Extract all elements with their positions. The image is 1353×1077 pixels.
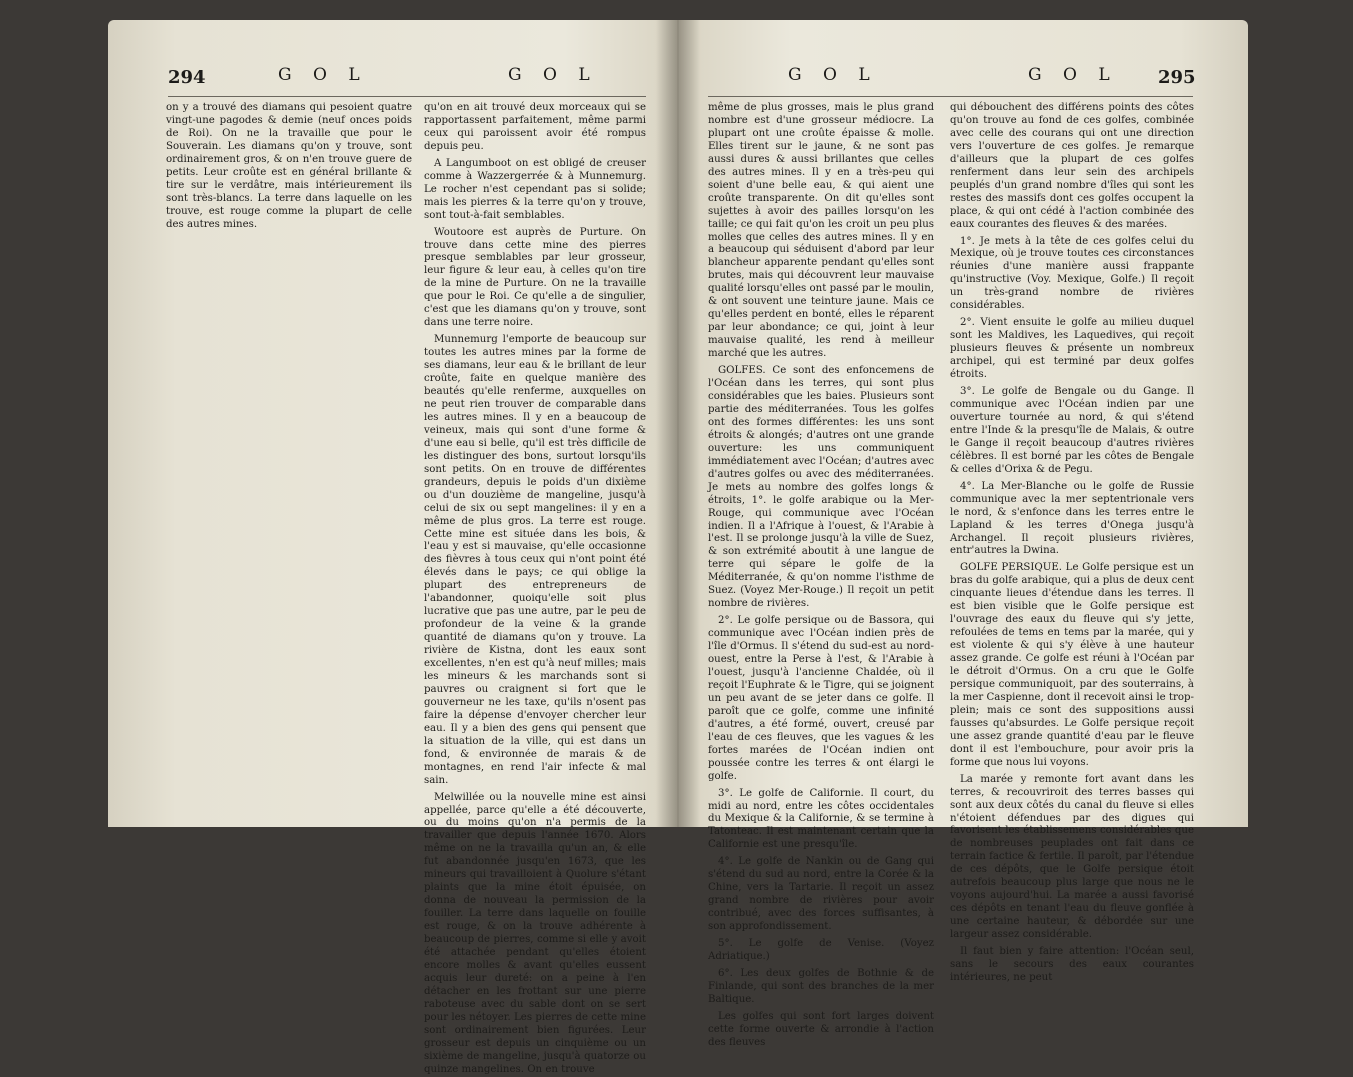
left-page-column-2 <box>424 102 646 1075</box>
paragraph: 5°. Le golfe de Venise. (Voyez Adriatique.) <box>708 938 934 962</box>
paragraph: Les golfes qui sont fort larges doivent cette forme ouverte & arrondie à l'action des fleuves <box>708 1010 934 1048</box>
paragraph: qu'on en ait trouvé deux morceaux qui se rapportassent parfaitement, même parmi ceux qui paroissent avoir été rompus depuis peu. <box>424 102 646 152</box>
paragraph: 2°. Le golfe persique ou de Bassora, qui communique avec l'Océan indien près de l'île d'Ormus. Il s'étend du sud-est au nord-ouest, entre la Perse à l'est, & l'Arabie à l'ouest, jusqu'à l'ancienne Chaldée, où il reçoit l'Euphrate & le Tigre, qui se joignent un peu avant de se jeter dans ce golfe. Il paroît que ce golfe, comme une infinité d'autres, a été formé, ouvert, creusé par l'eau de ces fleuves, que les vagues & les fortes marées de l'Océan indien ont poussée contre les terres & ont élargi le golfe. <box>708 615 934 782</box>
paragraph: même de plus grosses, mais le plus grand nombre est d'une grosseur médiocre. La plupart ont une croûte épaisse & molle. Elles tirent sur le jaune, & ne sont pas aussi dures & aussi brillantes que celles des autres mines. Il y en a très-peu qui soient d'une belle eau, & qui aient une croûte transparente. On dit qu'elles sont sujettes à avoir des pailles lorsqu'on les taille; ce qui fait qu'on les croit un peu plus molles que celles des autres mines. Il y en a beaucoup qui séduisent d'abord par leur blancheur apparente pendant qu'elles sont brutes, mais qui découvrent leur mauvaise qualité lorsqu'elles ont passé par le moulin, & ont souvent une teinture jaune. Mais ce qu'elles perdent en bonté, elles le réparent par leur abondance; ce qui, joint à leur mauvaise qualité, les rend à meilleur marché que les autres. <box>708 102 934 360</box>
running-head-left-1: G O L <box>278 65 368 85</box>
paragraph: 6°. Les deux golfes de Bothnie & de Finlande, qui sont des branches de la mer Baltique. <box>708 967 934 1005</box>
paragraph: La marée y remonte fort avant dans les terres, & recouvriroit des terres basses qui sont aux deux côtés du canal du fleuve si elles n'étoient défendues par des digues qui favorisent les établissemens considérables que de nombreuses peuplades ont fait dans ce terrain factice & fertile. Il paroît, par l'étendue de ces dépôts, que le Golfe persique étoit autrefois beaucoup plus large que nous ne le voyons aujourd'hui. La marée a aussi favorisé ces dépôts en tenant l'eau du fleuve gonflée à une certaine hauteur, & débordée sur une largeur assez considérable. <box>950 773 1194 941</box>
page-number-left: 294 <box>168 67 206 88</box>
page-number-right: 295 <box>1158 67 1196 88</box>
paragraph: 1°. Je mets à la tête de ces golfes celui du Mexique, où je trouve toutes ces circonstances réunies d'une manière aussi frappante qu'instructive (Voy. Mexique, Golfe.) Il reçoit un très-grand nombre de rivières considérables. <box>950 235 1194 312</box>
paragraph: 3°. Le golfe de Bengale ou du Gange. Il communique avec l'Océan indien par une ouverture tournée au nord, & qui s'étend entre l'Inde & la presqu'île de Malais, & outre le Gange il reçoit beaucoup d'autres rivières célèbres. Il est borné par les côtes de Bengale & celles d'Orixa & de Pegu. <box>950 386 1194 475</box>
paragraph: 2°. Vient ensuite le golfe au milieu duquel sont les Maldives, les Laquedives, qui reçoit plusieurs fleuves & présente un nombreux archipel, qui est terminé par deux golfes étroits. <box>950 317 1194 381</box>
running-head-left-2: G O L <box>508 65 598 85</box>
paragraph: Melwillée ou la nouvelle mine est ainsi appellée, parce qu'elle a été découverte, ou du moins qu'on n'a permis de la travailler que depuis l'année 1670. Alors même on ne la travailla qu'un an, & elle fut abandonnée jusqu'en 1673, que les mineurs qui travailloient à Quolure s'étant plaints que la mine étoit épuisée, on donna de nouveau la permission de la fouiller. La terre dans laquelle on fouille est rouge, & on la trouve adhérente à beaucoup de pierres, comme si elle y avoit été attachée pendant qu'elles étoient encore molles & avant qu'elles eussent acquis leur dureté: on a peine à l'en détacher en les frottant sur une pierre raboteuse avec du sable dont on se sert pour les nétoyer. Les pierres de cette mine sont ordinairement bien figurées. Leur grosseur est depuis un cinquième ou un sixième de mangeline, jusqu'à quatorze ou quinze mangelines. On en trouve <box>424 791 646 1075</box>
paragraph: 4°. La Mer-Blanche ou le golfe de Russie communique avec la mer septentrionale vers le nord, & s'enfonce dans les terres entre le Lapland & les terres d'Onega jusqu'à Archangel. Il reçoit plusieurs rivières, entr'autres la Dwina. <box>950 480 1194 557</box>
right-page-column-2 <box>950 102 1194 983</box>
paragraph: Il faut bien y faire attention: l'Océan seul, sans le secours des eaux courantes intérieures, ne peut <box>950 946 1194 983</box>
left-page-column-1 <box>166 102 412 812</box>
paragraph: 3°. Le golfe de Californie. Il court, du midi au nord, entre les côtes occidentales du Mexique & la Californie, & se termine à Tatonteac. Il est maintenant certain que la Californie est une presqu'île. <box>708 787 934 851</box>
running-head-right-2: G O L <box>1028 65 1118 85</box>
book-spread <box>108 20 1248 1075</box>
paragraph: Woutoore est auprès de Purture. On trouve dans cette mine des pierres presque semblables par leur grosseur, leur figure & leur eau, à celles qu'on tire de la mine de Purture. On ne la travaille que pour le Roi. Ce qu'elle a de singulier, c'est que les diamans qu'on y trouve, sont dans une terre noire. <box>424 226 646 329</box>
paragraph: A Langumboot on est obligé de creuser comme à Wazzergerrée & à Munnemurg. Le rocher n'est cependant pas si solide; mais les pierres & la terre qu'on y trouve, sont tout-à-fait semblables. <box>424 157 646 221</box>
paragraph: 4°. Le golfe de Nankin ou de Gang qui s'étend du sud au nord, entre la Corée & la Chine, vers la Tartarie. Il reçoit un assez grand nombre de rivières pour avoir contribué, avec des forces suffisantes, à son approfondissement. <box>708 856 934 933</box>
paragraph: GOLFE PERSIQUE. Le Golfe persique est un bras du golfe arabique, qui a plus de deux cent cinquante lieues d'étendue dans les terres. Il est bien visible que le Golfe persique est l'ouvrage des eaux du fleuve qui s'y jette, refoulées de tems en tems par la marée, qui y est violente & qui s'y élève à une hauteur assez grande. Ce golfe est réuni à l'Océan par le détroit d'Ormus. On a cru que le Golfe persique communiquoit, par des souterrains, à la mer Caspienne, dont il recevoit ainsi le trop-plein; mais ce sont des suppositions aussi fausses qu'absurdes. Le Golfe persique reçoit une assez grande quantité d'eau par le fleuve dont il est l'embouchure, pour avoir pris la forme que nous lui voyons. <box>950 562 1194 768</box>
right-page-column-1 <box>708 102 934 1048</box>
right-page <box>678 20 1248 1048</box>
paragraph: qui débouchent des différens points des côtes qu'on trouve au fond de ces golfes, combinée avec celle des courans qui ont une direction vers l'ouverture de ces golfes. Je remarque d'ailleurs que la plupart de ces golfes renferment dans leur sein des archipels peuplés d'un grand nombre d'îles qui sont les restes des massifs dont ces golfes occupent la place, & qui ont cédé à l'action combinée des eaux courantes des fleuves & des marées. <box>950 102 1194 230</box>
header-rule-right <box>708 96 1193 97</box>
paragraph: on y a trouvé des diamans qui pesoient quatre vingt-une pagodes & demie (neuf onces poids de Roi). On ne la travaille que pour le Souverain. Les diamans qu'on y trouve, sont ordinairement gros, & on n'en trouve guere de petits. Leur croûte est en général brillante & tire sur le verdâtre, mais intérieurement ils sont très-blancs. La terre dans laquelle on les trouve, est rouge comme la plupart de celle des autres mines. <box>166 102 412 230</box>
book-gutter <box>656 20 700 827</box>
running-head-right-1: G O L <box>788 65 878 85</box>
paragraph: Munnemurg l'emporte de beaucoup sur toutes les autres mines par la forme de ses diamans, leur eau & le brillant de leur croûte, faite en quelque manière des beautés qu'elle renferme, auxquelles on ne peut rien trouver de comparable dans les autres mines. Il y en a beaucoup de veineux, mais qui sont d'une forme & d'une eau si belle, qu'il est très difficile de les distinguer des bons, surtout lorsqu'ils sont petits. On en trouve de différentes grandeurs, depuis le poids d'un dixième ou d'un douzième de mangeline, jusqu'à celui de six ou sept mangelines: il y en a même de plus gros. La terre est rouge. Cette mine est située dans les bois, & l'eau y est si mauvaise, qu'elle occasionne des fièvres à tous ceux qui n'ont point été élevés dans le pays; ce qui oblige la plupart des entrepreneurs de l'abandonner, quoiqu'elle soit plus lucrative que pas une autre, par le peu de profondeur de la veine & la grande quantité de diamans qu'on y trouve. La rivière de Kistna, dont les eaux sont excellentes, n'en est qu'à neuf milles; mais les mineurs & les marchands sont si pauvres ou craignent si fort que le gouverneur ne les taxe, qu'ils n'osent pas faire la dépense d'envoyer chercher leur eau. Il y a bien des gens qui pensent que la situation de la ville, qui est dans un fond, & environnée de marais & de montagnes, en rend l'air infecte & mal sain. <box>424 334 646 786</box>
header-rule-left <box>168 96 646 97</box>
left-page <box>108 20 678 1075</box>
paragraph: GOLFES. Ce sont des enfoncemens de l'Océan dans les terres, qui sont plus considérables que les baies. Plusieurs sont partie des méditerranées. Tous les golfes ont des formes différentes: les uns sont étroits & alongés; d'autres ont une grande ouverture: les uns communiquent immédiatement avec l'Océan; d'autres avec d'autres golfes ou avec des méditerranées. Je mets au nombre des golfes longs & étroits, 1°. le golfe arabique ou la Mer-Rouge, qui communique avec l'Océan indien. Il a l'Afrique à l'ouest, & l'Arabie à l'est. Il se prolonge jusqu'à la ville de Suez, & son extrémité aboutit à une langue de terre qui sépare le golfe de la Méditerranée, & qu'on nomme l'isthme de Suez. (Voyez Mer-Rouge.) Il reçoit un petit nombre de rivières. <box>708 365 934 610</box>
